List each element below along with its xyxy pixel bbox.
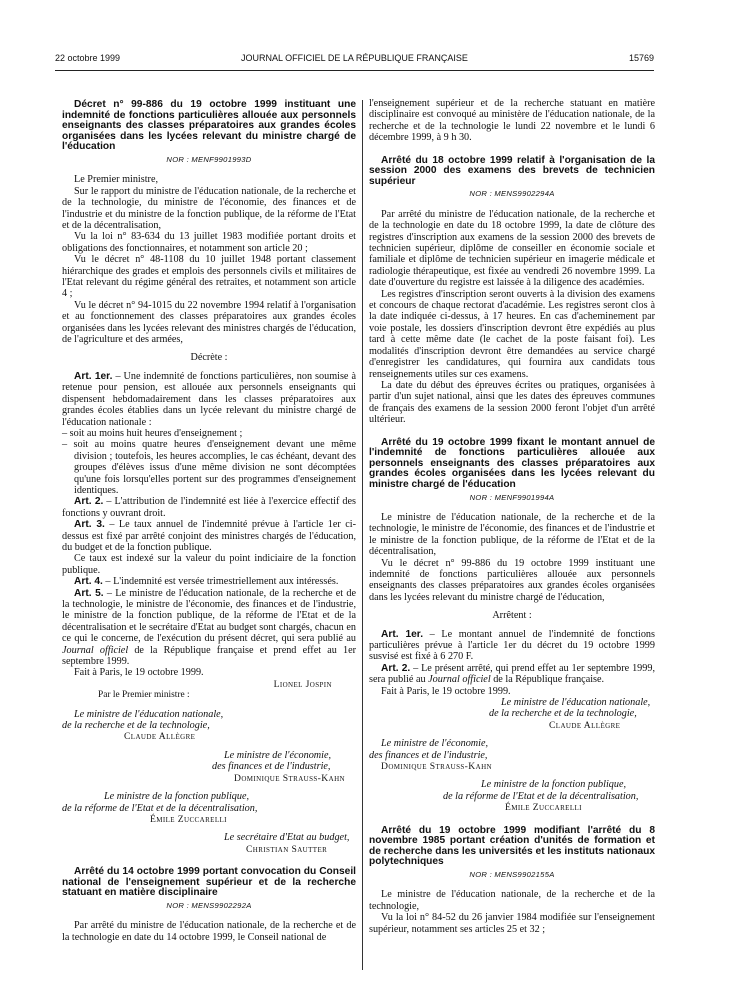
decree-article-2: Art. 2. – L'attribution de l'indemnité est liée à l'exercice effectif des fonctions y ouvrant droit. <box>62 496 356 519</box>
decree-article-4: Art. 4. – L'indemnité est versée trimestriellement aux intéressés. <box>74 576 339 588</box>
arrete-19-arretent: Arrêtent : <box>492 610 532 622</box>
arrete-18-title: Arrêté du 18 octobre 1999 relatif à l'organisation de la session 2000 des examens des brevets de technicien supérieur <box>369 154 655 187</box>
arrete-19-signature-1-role: Le ministre de l'éducation nationale, de la recherche et de la technologie, <box>489 697 651 720</box>
arrete-19-article-1: Art. 1er. – Le montant annuel de l'indemnité de fonctions particulières prévue à l'article 1er du décret du 19 octobre 1999 susvisé est fixé à 6 270 F. <box>369 628 655 663</box>
decree-preamble-pm: Le Premier ministre, <box>74 174 159 186</box>
arrete-14-nor: NOR : MENS9902292A <box>166 900 252 910</box>
decree-preamble-vu-2: Vu le décret n° 48-1108 du 10 juillet 1948 portant classement hiérarchique des grades et emplois des personnels civils et militaires de l'Etat relevant du régime général des retraites, et notamment son article 4 ; <box>62 254 356 300</box>
page-header <box>55 53 654 67</box>
header-journal-title: JOURNAL OFFICIEL DE LA RÉPUBLIQUE FRANÇAISE <box>241 53 468 63</box>
arrete-19-signature-1-name: Claude Allègre <box>549 719 621 731</box>
signature-1-role: Le ministre de l'éducation nationale, de la recherche et de la technologie, <box>62 708 224 732</box>
signature-1-name: Claude Allègre <box>124 731 196 743</box>
signature-4-role: Le secrétaire d'Etat au budget, <box>224 832 350 844</box>
arrete-19-fait: Fait à Paris, le 19 octobre 1999. <box>381 685 511 697</box>
arrete-19-article-2: Art. 2. – Le présent arrêté, qui prend effet au 1er septembre 1999, sera publié au Journal officiel de la République française. <box>369 662 655 686</box>
arrete-19-signature-3-name: Émile Zuccarelli <box>505 802 582 814</box>
par-le-premier-ministre: Par le Premier ministre : <box>98 690 190 701</box>
arrete-85-nor: NOR : MENS9902155A <box>469 870 555 880</box>
header-date: 22 octobre 1999 <box>55 53 121 63</box>
arrete-19-signature-2-name: Dominique Strauss-Kahn <box>381 761 492 773</box>
signature-2-role: Le ministre de l'économie, des finances et de l'industrie, <box>212 749 332 773</box>
arrete-85-title: Arrêté du 19 octobre 1999 modifiant l'arrêté du 8 novembre 1985 portant création d'unités de formation et de recherche dans les universités et les instituts nationaux polytechniques <box>369 824 655 868</box>
decree-title: Décret n° 99-886 du 19 octobre 1999 instituant une indemnité de fonctions particulières allouée aux personnels enseignants des classes préparatoires aux grandes écoles organisées dans les lycées relevant du ministre chargé de l'éducation <box>62 99 356 153</box>
arrete-18-para-2: Les registres d'inscription seront ouverts à la division des examens et concours de chaque rectorat d'académie. Les registres seront clos à la date indiquée ci-dessus, à 17 heures. En cas d'acheminement par voie postale, les dossiers d'inscription devront être expédiés au plus tard à cette même date (le cachet de la poste faisant foi). Les modalités d'inscription devront être demandées au service chargé d'enregistrer les candidatures, qui fournira aux candidats tous renseignements utiles sur ces examens. <box>369 288 655 380</box>
arrete-19-nor: NOR : MENF9901994A <box>469 492 555 502</box>
decree-fait: Fait à Paris, le 19 octobre 1999. <box>74 667 204 679</box>
arrete-19-title: Arrêté du 19 octobre 1999 fixant le montant annuel de l'indemnité de fonctions particulières allouée aux personnels enseignants des classes préparatoires aux grandes écoles organisées dans les lycées relevant du ministre chargé de l'éducation <box>369 436 655 490</box>
signature-3-role: Le ministre de la fonction publique, de la réforme de l'Etat et de la décentralisation, <box>62 791 258 814</box>
arrete-14-body-continued: l'enseignement supérieur et de la recherche statuant en matière disciplinaire est convoqué au ministère de l'éducation nationale, de la recherche et de la technologie le lundi 22 novembre et le lundi 6 décembre 1999, à 9 h 30. <box>369 98 655 144</box>
decree-preamble-vu-1: Vu la loi n° 83-634 du 13 juillet 1983 modifiée portant droits et obligations des fonctionnaires, et notamment son article 20 ; <box>62 231 356 254</box>
arrete-19-para-1: Le ministre de l'éducation nationale, de la recherche et de la technologie, le ministre de l'économie, des finances et de l'industrie et le ministre de la fonction publique, de la réforme de l'Etat et de la décentralisation, <box>369 511 655 558</box>
signature-4-name: Christian Sautter <box>246 843 328 855</box>
decree-article-1: Art. 1er. – Une indemnité de fonctions particulières, non soumise à retenue pour pension, est allouée aux personnels enseignants qui dispensent hebdomadairement dans les classes préparatoires aux grandes écoles établies dans un lycée relevant du ministre chargé de l'éducation nationale : <box>62 370 356 428</box>
arrete-19-para-2: Vu le décret n° 99-886 du 19 octobre 1999 instituant une indemnité de fonctions particulières allouée aux personnels enseignants des classes préparatoires aux grandes écoles organisées dans les lycées relevant du ministre chargé de l'éducation, <box>369 557 655 603</box>
arrete-18-para-1: Par arrêté du ministre de l'éducation nationale, de la recherche et de la technologie en date du 18 octobre 1999, la date de clôture des registres d'inscription aux examens de la session 2000 des brevets de technicien supérieur, diplôme de conseiller en économie sociale et familiale et diplôme de technicien supérieur en imagerie médicale et radiologie thérapeutique, est fixée au vendredi 26 novembre 1999. La date d'ouverture du registre est laissée à la diligence des académies. <box>369 208 655 289</box>
arrete-85-para-2: Vu la loi n° 84-52 du 26 janvier 1984 modifiée sur l'enseignement supérieur, notamment ses articles 25 et 32 ; <box>369 912 655 935</box>
signature-3-name: Émile Zuccarelli <box>150 813 227 825</box>
decree-article-5: Art. 5. – Le ministre de l'éducation nationale, de la recherche et de la technologie, le ministre de l'économie, des finances et de l'industrie, le ministre de la fonction publique, de la réforme de l'Etat et de la décentralisation et le secrétaire d'Etat au budget sont chargés, chacun en ce qui le concerne, de l'exécution du présent décret, qui sera publié au Journal officiel de la République française et prend effet au 1er septembre 1999. <box>62 587 357 668</box>
arrete-19-signature-3-role: Le ministre de la fonction publique, de la réforme de l'Etat et de la décentralisation, <box>443 779 639 802</box>
decree-preamble-report: Sur le rapport du ministre de l'éducation nationale, de la recherche et de la technologie, du ministre de l'économie, des finances et de l'industrie et du ministre de la fonction publique, de la réforme de l'Etat et de la décentralisation, <box>62 185 356 231</box>
arrete-19-signature-2-role: Le ministre de l'économie, des finances et de l'industrie, <box>369 738 489 761</box>
decree-article-1-item-2: – soit au moins quatre heures d'enseignement devant une même division ; toutefois, les heures accomplies, le cas échéant, devant des groupes d'élèves issus d'une même division ne sont décomptées qu'une fois lorsqu'elles portent sur des programmes d'enseignement identiques. <box>62 439 356 496</box>
decree-article-3: Art. 3. – Le taux annuel de l'indemnité prévue à l'article 1er ci-dessus est fixé par arrêté conjoint des ministres chargés de l'éducation, du budget et de la fonction publique. <box>62 519 356 553</box>
decree-decrete: Décrète : <box>190 352 228 364</box>
decree-nor: NOR : MENF9901993D <box>166 154 252 164</box>
right-column <box>369 98 655 935</box>
arrete-85-para-1: Le ministre de l'éducation nationale, de la recherche et de la technologie, <box>369 889 655 912</box>
arrete-14-body: Par arrêté du ministre de l'éducation nationale, de la recherche et de la technologie en date du 14 octobre 1999, le Conseil national de <box>62 920 356 943</box>
left-column <box>62 100 356 943</box>
signature-2-name: Dominique Strauss-Kahn <box>234 772 345 784</box>
decree-preamble-vu-3: Vu le décret n° 94-1015 du 22 novembre 1994 relatif à l'organisation et au fonctionnement des classes préparatoires aux grandes écoles organisées dans les lycées relevant des ministres chargés de l'éducation, de l'agriculture et des armées, <box>62 299 356 346</box>
arrete-18-para-3: La date du début des épreuves écrites ou pratiques, organisées à partir d'un sujet national, ainsi que les dates des épreuves communes de français des examens de la session 2000 feront l'objet d'un arrêté ultérieur. <box>369 379 655 426</box>
column-divider <box>362 100 363 970</box>
decree-article-3-para-2: Ce taux est indexé sur la valeur du point indiciaire de la fonction publique. <box>62 553 356 576</box>
decree-article-1-item-1: – soit au moins huit heures d'enseignement ; <box>62 427 243 439</box>
signature-pm: Lionel Jospin <box>273 678 332 690</box>
arrete-18-nor: NOR : MENS9902294A <box>469 189 555 199</box>
arrete-14-title: Arrêté du 14 octobre 1999 portant convocation du Conseil national de l'enseignement supérieur et de la recherche statuant en matière disciplinaire <box>62 866 356 899</box>
header-rule <box>55 70 654 71</box>
header-page-number: 15769 <box>628 53 654 63</box>
